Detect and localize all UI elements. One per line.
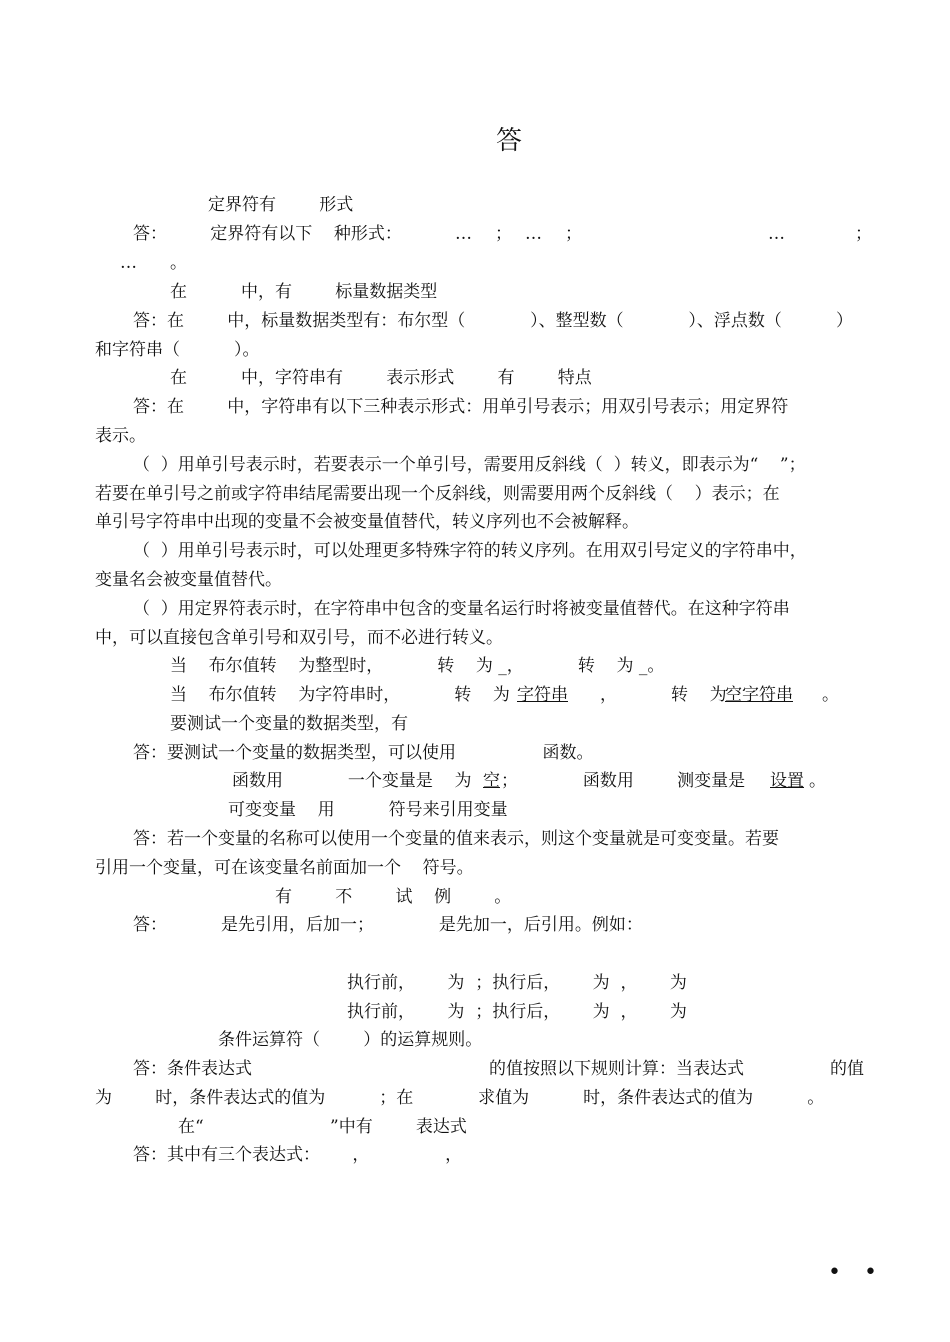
answer-5: 答：要测试一个变量的数据类型，可以使用 函数。 — [133, 743, 594, 763]
question-6: 可变变量 用 符号来引用变量 — [228, 800, 508, 820]
answer-3-cont: 表示。 — [95, 426, 146, 446]
answer-7-example-2: 执行前， 为 ；执行后， 为 ， 为 — [347, 1002, 687, 1022]
question-4b-cont: ， 转 为 — [600, 685, 727, 705]
answer-1-part: … — [455, 224, 472, 244]
answer-7-example-1: 执行前， 为 ；执行后， 为 ， 为 — [347, 973, 687, 993]
answer-4b-blank-2: 空字符串 — [725, 685, 793, 705]
question-4b-end: 。 — [822, 685, 839, 705]
answer-3: 答：在 中，字符串有以下三种表示形式：用单引号表示；用双引号表示；用定界符 — [133, 397, 789, 417]
answer-1-part: … — [120, 253, 137, 273]
answer-5-end: 。 — [809, 771, 826, 791]
answer-4b-blank-1: 字符串 — [517, 685, 568, 705]
answer-1-part: ； — [495, 224, 512, 244]
question-5: 要测试一个变量的数据类型，有 — [170, 714, 408, 734]
answer-3-item-1-cont: 单引号字符串中出现的变量不会被变量值替代，转义序列也不会被解释。 — [95, 512, 639, 532]
answer-6-cont: 引用一个变量，可在该变量名前面加一个 符号。 — [95, 858, 474, 878]
answer-5-blank-2: 设置 — [770, 771, 804, 791]
question-9-cont: ”中有 表达式 — [330, 1117, 467, 1137]
question-3: 在 中，字符串有 表示形式 有 特点 — [170, 368, 592, 388]
answer-6: 答：若一个变量的名称可以使用一个变量的值来表示，则这个变量就是可变变量。若要 — [133, 829, 779, 849]
answer-1-part: 。 — [170, 253, 187, 273]
answer-9: 答：其中有三个表达式： ， ， — [133, 1145, 463, 1165]
answer-8: 答：条件表达式 — [133, 1059, 252, 1079]
answer-8-part: 的值按照以下规则计算：当表达式 — [489, 1059, 744, 1079]
answer-1-part: ； — [565, 224, 582, 244]
question-8: 条件运算符（ ）的运算规则。 — [218, 1030, 483, 1050]
answer-2-cont: 和字符串（ ）。 — [95, 340, 260, 360]
answer-3-item-2: （ ）用单引号表示时，可以处理更多特殊字符的转义序列。在用双引号定义的字符串中， — [133, 541, 807, 561]
answer-5-detail-cont: ； 函数用 测变量是 — [501, 771, 746, 791]
answer-1-part: … — [768, 224, 785, 244]
question-7: 有 不 试 例 。 — [275, 887, 512, 907]
page-title: 答 — [496, 126, 523, 156]
answer-3-item-2-cont: 变量名会被变量值替代。 — [95, 570, 282, 590]
answer-7: 答： 是先引用，后加一； 是先加一，后引用。例如： — [133, 915, 643, 935]
answer-8-part: 的值 — [830, 1059, 864, 1079]
answer-3-item-3-cont: 中，可以直接包含单引号和双引号，而不必进行转义。 — [95, 628, 503, 648]
answer-2: 答：在 中，标量数据类型有：布尔型（ ）、整型数（ ）、浮点数（ ） — [133, 311, 853, 331]
answer-1-part: ； — [855, 224, 872, 244]
footer-dots: • • — [828, 1260, 885, 1285]
answer-1-part: … — [525, 224, 542, 244]
answer-5-detail: 函数用 一个变量是 为 — [232, 771, 472, 791]
answer-8-cont: 为 时，条件表达式的值为 ；在 求值为 时，条件表达式的值为 。 — [95, 1088, 825, 1108]
answer-3-item-1-cont: 若要在单引号之前或字符串结尾需要出现一个反斜线，则需要用两个反斜线（ ）表示；在 — [95, 484, 780, 504]
answer-3-item-3: （ ）用定界符表示时，在字符串中包含的变量名运行时将被变量值替代。在这种字符串 — [133, 599, 790, 619]
answer-3-item-1: （ ）用单引号表示时，若要表示一个单引号，需要用反斜线（ ）转义，即表示为“ ”； — [133, 455, 806, 475]
answer-1: 答： 定界符有以下 种形式： — [133, 224, 402, 244]
question-4a: 当 布尔值转 为整型时， 转 为 _， 转 为 _。 — [170, 656, 665, 676]
question-9: 在“ — [178, 1117, 204, 1137]
question-2: 在 中，有 标量数据类型 — [170, 282, 438, 302]
question-1: 定界符有 形式 — [208, 195, 354, 215]
answer-5-blank-1: 空 — [483, 771, 500, 791]
question-4b: 当 布尔值转 为字符串时， 转 为 — [170, 685, 510, 705]
